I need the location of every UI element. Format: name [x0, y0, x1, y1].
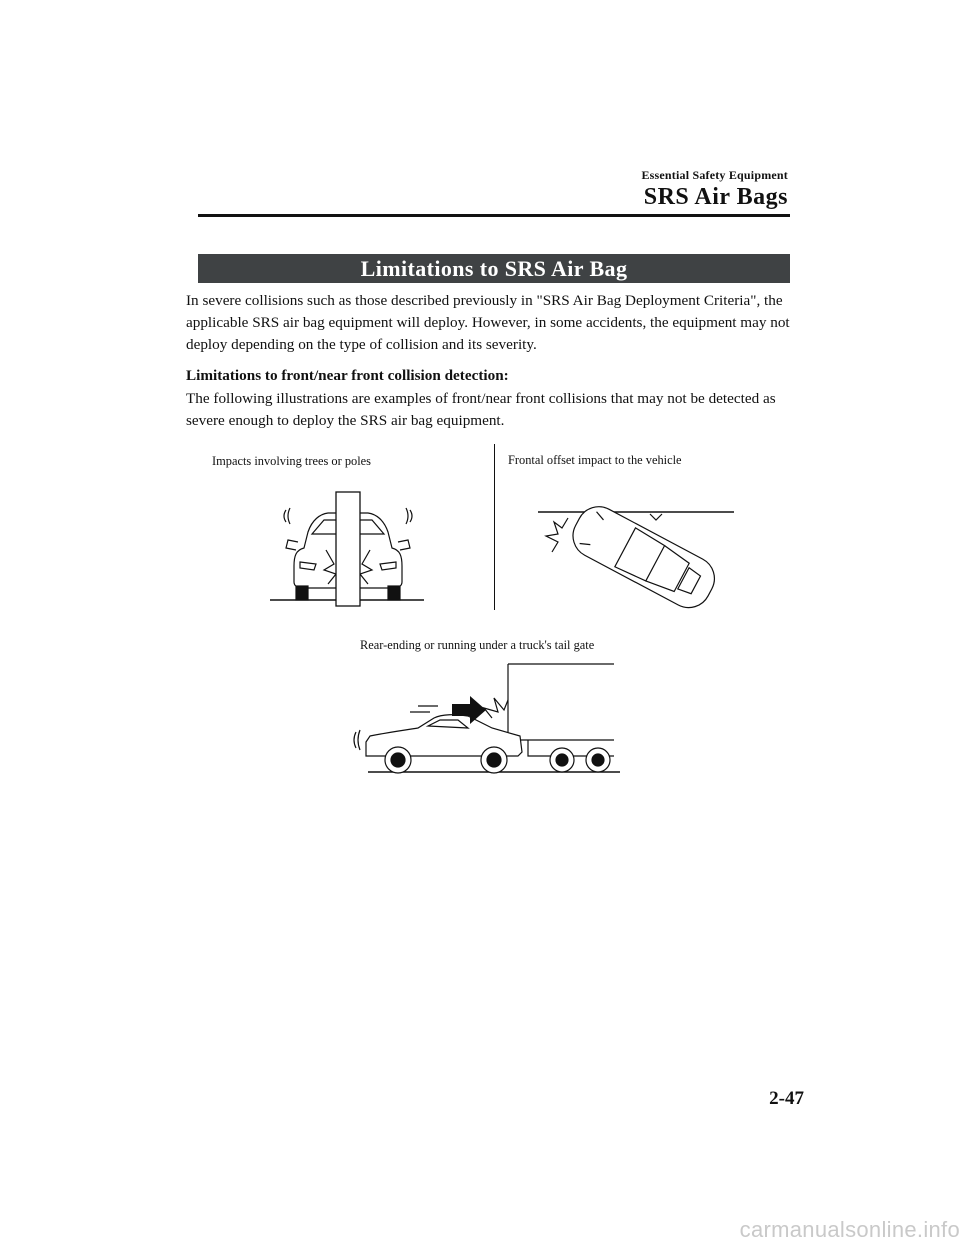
section-banner: Limitations to SRS Air Bag [198, 254, 790, 283]
intro-paragraph: In severe collisions such as those described previously in "SRS Air Bag Deployment Criteria", the applicable SRS air bag equipment will deploy. However, in some accidents, the equipment may not deploy depending on the type of collision and its severity. [186, 292, 790, 353]
header-rule [198, 214, 790, 217]
section-label: Essential Safety Equipment [641, 168, 788, 182]
lead-paragraph: The following illustrations are examples of front/near front collisions that may not be detected as severe enough to deploy the SRS air bag equipment. [186, 390, 776, 429]
caption-offset-impact: Frontal offset impact to the vehicle [508, 453, 682, 467]
truck-underride-illustration [352, 660, 622, 780]
offset-impact-illustration [532, 498, 742, 608]
caption-truck-underride: Rear-ending or running under a truck's tail gate [360, 638, 595, 652]
chapter-title: SRS Air Bags [643, 184, 788, 210]
page-number: 2-47 [769, 1088, 804, 1109]
sub-heading: Limitations to front/near front collision detection: [186, 367, 509, 384]
pole-impact-illustration [268, 490, 428, 610]
illustration-divider [494, 444, 495, 610]
caption-trees-poles: Impacts involving trees or poles [212, 454, 371, 468]
watermark: carmanualsonline.info [739, 1217, 960, 1242]
